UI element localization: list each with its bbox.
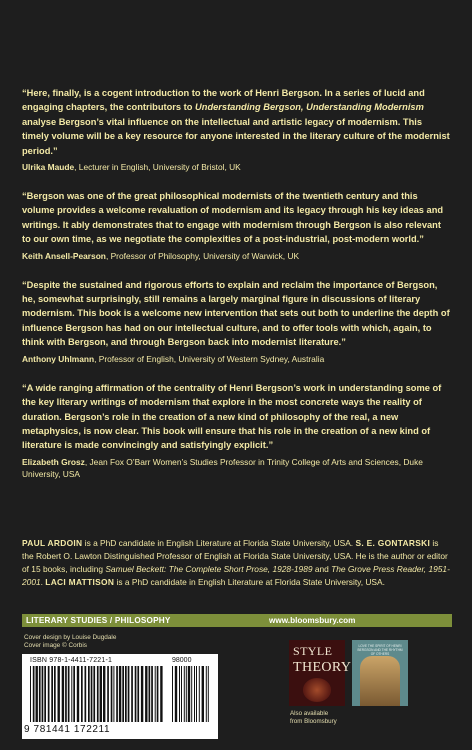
barcode-bars (30, 666, 164, 722)
addon-bars (172, 666, 210, 722)
related-book-style-theory: STYLE THEORY (289, 640, 345, 706)
also-available-label: Also available from Bloomsbury (290, 710, 337, 725)
quote-attribution: Elizabeth Grosz, Jean Fox O’Barr Women’s Studies Professor in Trinity College of Arts and Sciences, Duke University, USA (22, 456, 423, 479)
cover-portrait (360, 656, 400, 706)
quote-attribution: Ulrika Maude, Lecturer in English, University of Bristol, UK (22, 162, 241, 173)
quote-text: “Bergson was one of the great philosophical modernists of the twentieth century and this volume provides a welcome revaluation of modernism and its legacy through his key ideas and writings. It ably demonstrates that to engage with modernism through Bergson is also relevant to our own time, as we negotiate the complexities of a post-industrial, post-modern world.” (22, 191, 444, 245)
endorsements (22, 86, 450, 496)
related-book-bergson: LOVE THE SPIRIT OF HENRI BERGSON AND THE RHYTHM OF OTHERS (352, 640, 408, 706)
endorsement-3 (22, 278, 450, 365)
barcode (22, 654, 218, 739)
endorsement-1 (22, 86, 450, 173)
cover-art (303, 678, 331, 702)
cover-credits (24, 634, 116, 649)
endorsement-4 (22, 381, 450, 480)
quote-text: “Despite the sustained and rigorous efforts to explain and reclaim the importance of Bergson, he, somewhat surprisingly, still remains a largely marginal figure in discussions of literary modernism. This book is a welcome new intervention that sets out both to underline the depth of influence Bergson has had on our intellectual culture, and to offer tools with which, again, to think with Bergson, and through Bergson back into modernist literature.” (22, 279, 450, 348)
author-bios: PAUL ARDOIN is a PhD candidate in English Literature at Florida State University, USA. S. E. GONTARSKI is the Robert O. Lawton Distinguished Professor of English at Florida State University, USA. He is the author or editor of 15 books, including Samuel Beckett: The Complete Short Prose, 1928-1989 and The Grove Press Reader, 1951-2001. LACI MATTISON is a PhD candidate in English Literature at Florida State University, USA. (22, 538, 450, 587)
price-addon-label: 98000 (172, 657, 192, 664)
quote-text: “A wide ranging affirmation of the centrality of Henri Bergson’s work in understanding some of the key literary writings of modernism that explore in the most concrete ways the reality of duration. Bergson’s role in the creation of a new kind of philosophy of the real, a new metaphysics, is now clear. This book will ensure that his role in the creation of a new kind of literature is made convincingly and satisfyingly explicit.” (22, 382, 442, 451)
barcode-digits: 9 781441 172211 (24, 724, 111, 735)
quote-text: “Here, finally, is a cogent introduction to the work of Henri Bergson. In a series of lucid and engaging chapters, the contributors to Understanding Bergson, Understanding Modernism analyse Bergson’s vital influence on the intellectual and artistic legacy of modernism. This timely volume will be a key resource for anyone interested in the literary culture of the modernist period.” (22, 88, 450, 156)
isbn-label: ISBN 978-1-4411-7221-1 (30, 657, 113, 664)
quote-attribution: Keith Ansell-Pearson, Professor of Philosophy, University of Warwick, UK (22, 250, 300, 261)
subject-category: LITERARY STUDIES / PHILOSOPHY (26, 616, 171, 625)
design-credit: Cover design by Louise Dugdale (24, 634, 117, 641)
endorsement-2 (22, 189, 450, 262)
image-credit: Cover image © Corbis (24, 641, 87, 649)
quote-attribution: Anthony Uhlmann, Professor of English, University of Western Sydney, Australia (22, 353, 325, 364)
subject-strip (22, 614, 452, 627)
publisher-url[interactable]: www.bloomsbury.com (269, 616, 356, 625)
